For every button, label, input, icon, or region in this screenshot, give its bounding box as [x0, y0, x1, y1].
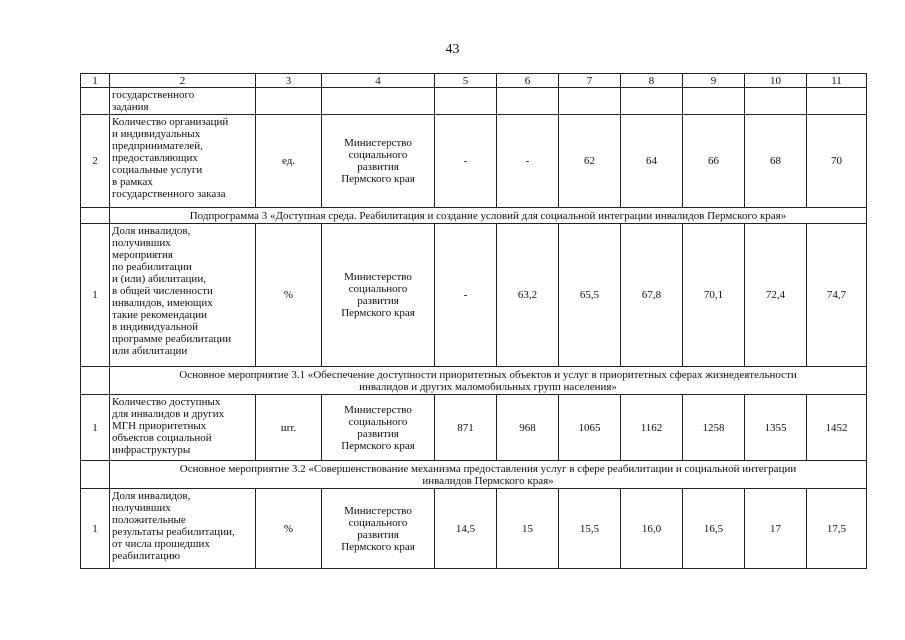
responsible: Министерство социального развития Пермского края [322, 395, 435, 461]
unit: ед. [256, 115, 322, 208]
indicator-name: Количество доступных для инвалидов и других МГН приоритетных объектов социальной инфраструктуры [110, 395, 256, 461]
value-cell: - [435, 224, 497, 367]
section-heading: Основное мероприятие 3.1 «Обеспечение доступности приоритетных объектов и услуг в приоритетных сферах жизнедеятельности инвалидов и других маломобильных групп населения» [110, 367, 867, 395]
value-cell: 871 [435, 395, 497, 461]
value-cell: 68 [745, 115, 807, 208]
value-cell: 968 [497, 395, 559, 461]
unit: % [256, 489, 322, 569]
value-cell: 16,0 [621, 489, 683, 569]
value-cell: 70 [807, 115, 867, 208]
value-cell: 15 [497, 489, 559, 569]
value-cell: 63,2 [497, 224, 559, 367]
row-number: 1 [81, 489, 110, 569]
value-cell: 17,5 [807, 489, 867, 569]
column-header: 7 [559, 74, 621, 88]
table-row [81, 395, 867, 461]
column-header: 9 [683, 74, 745, 88]
header-row [81, 74, 867, 88]
column-header: 3 [256, 74, 322, 88]
value-cell: - [435, 115, 497, 208]
column-header: 1 [81, 74, 110, 88]
column-header: 6 [497, 74, 559, 88]
table-row [81, 489, 867, 569]
indicator-name: государственного задания [110, 88, 256, 115]
column-header: 8 [621, 74, 683, 88]
unit: % [256, 224, 322, 367]
column-header: 11 [807, 74, 867, 88]
indicator-name: Доля инвалидов, получивших положительные результаты реабилитации, от числа прошедших реабилитацию [110, 489, 256, 569]
section-heading: Основное мероприятие 3.2 «Совершенствование механизма предоставления услуг в сфере реабилитации и социальной интеграции инвалидов Пермского края» [110, 461, 867, 489]
unit: шт. [256, 395, 322, 461]
value-cell: 66 [683, 115, 745, 208]
responsible: Министерство социального развития Пермского края [322, 489, 435, 569]
value-cell: 15,5 [559, 489, 621, 569]
table-row [81, 224, 867, 367]
column-header: 2 [110, 74, 256, 88]
value-cell: 1065 [559, 395, 621, 461]
value-cell: 64 [621, 115, 683, 208]
responsible: Министерство социального развития Пермского края [322, 224, 435, 367]
column-header: 4 [322, 74, 435, 88]
row-number: 1 [81, 395, 110, 461]
section-heading: Подпрограмма 3 «Доступная среда. Реабилитация и создание условий для социальной интеграции инвалидов Пермского края» [110, 208, 867, 224]
value-cell: 62 [559, 115, 621, 208]
section-row [81, 208, 867, 224]
value-cell: 65,5 [559, 224, 621, 367]
value-cell: - [497, 115, 559, 208]
row-number: 1 [81, 224, 110, 367]
row-number: 2 [81, 115, 110, 208]
value-cell: 1452 [807, 395, 867, 461]
value-cell: 72,4 [745, 224, 807, 367]
value-cell: 74,7 [807, 224, 867, 367]
section-row [81, 367, 867, 395]
column-header: 10 [745, 74, 807, 88]
table-row [81, 88, 867, 115]
section-row [81, 461, 867, 489]
value-cell: 16,5 [683, 489, 745, 569]
value-cell: 67,8 [621, 224, 683, 367]
indicators-table [80, 73, 867, 569]
page-number: 43 [445, 42, 460, 57]
table-row [81, 115, 867, 208]
value-cell: 1162 [621, 395, 683, 461]
indicator-name: Доля инвалидов, получивших мероприятия по реабилитации и (или) абилитации, в общей численности инвалидов, имеющих такие рекомендации в индивидуальной программе реабилитации или абилитации [110, 224, 256, 367]
value-cell: 70,1 [683, 224, 745, 367]
value-cell: 1355 [745, 395, 807, 461]
responsible: Министерство социального развития Пермского края [322, 115, 435, 208]
value-cell: 14,5 [435, 489, 497, 569]
value-cell: 1258 [683, 395, 745, 461]
value-cell: 17 [745, 489, 807, 569]
indicator-name: Количество организаций и индивидуальных предпринимателей, предоставляющих социальные услуги в рамках государственного заказа [110, 115, 256, 208]
column-header: 5 [435, 74, 497, 88]
